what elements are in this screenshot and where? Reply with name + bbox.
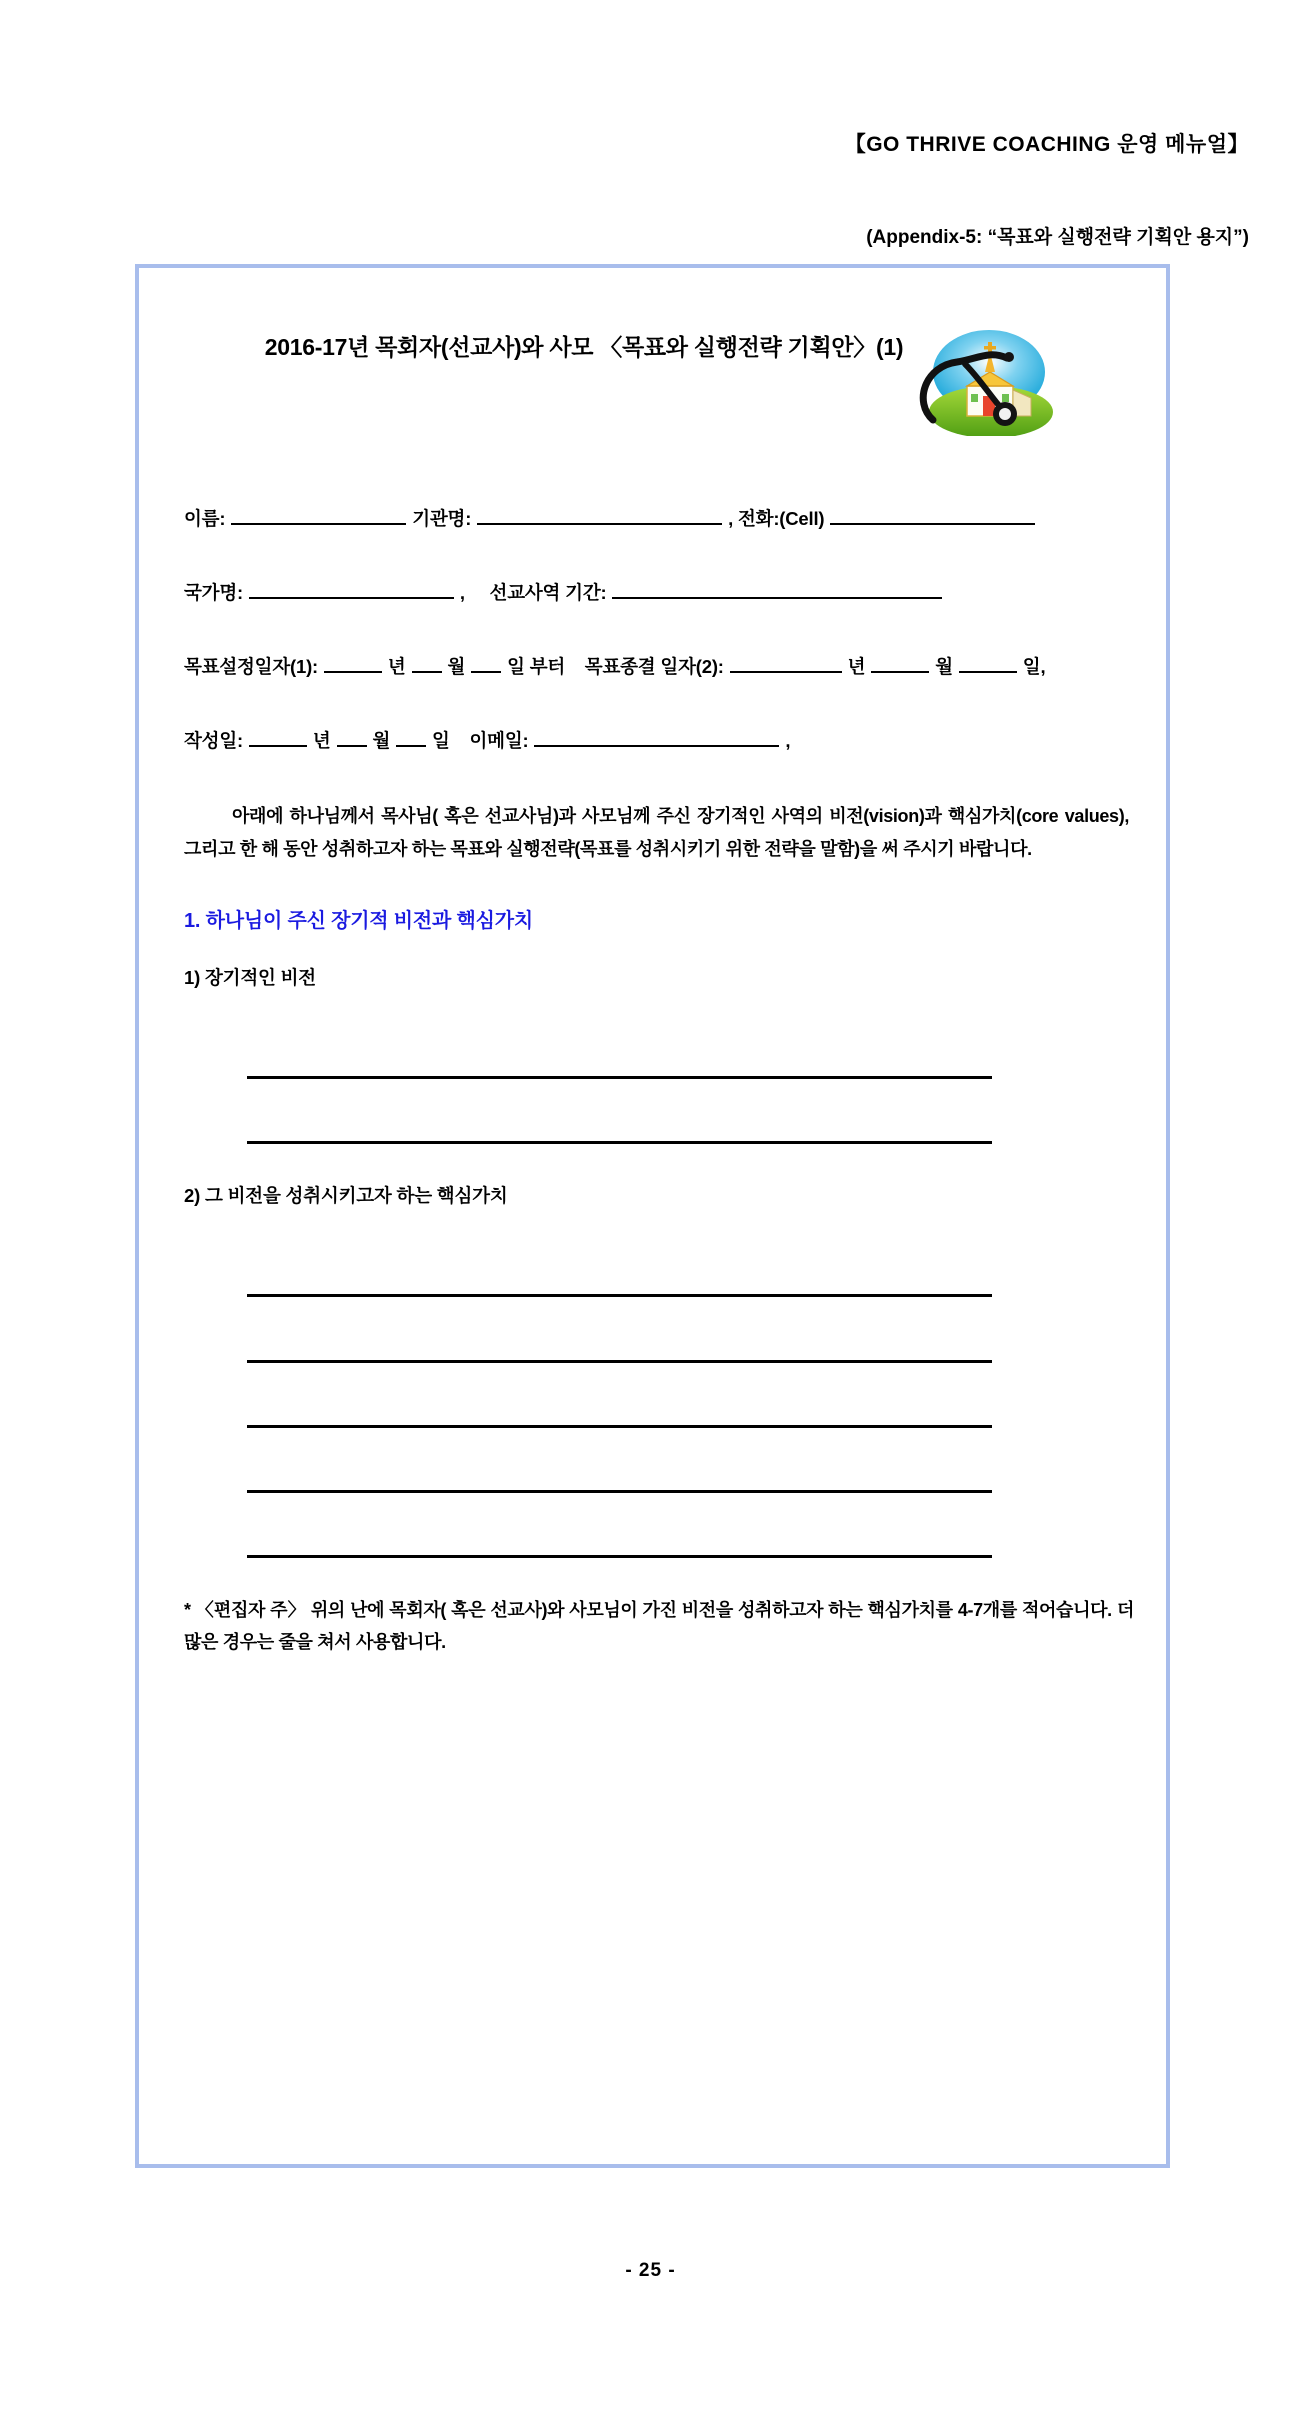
goal-set-day-rule[interactable] — [471, 655, 501, 673]
answer-rule[interactable] — [247, 1076, 992, 1079]
goal-end-year-unit: 년 — [847, 656, 866, 677]
goal-end-year-rule[interactable] — [730, 655, 842, 673]
goal-end-label: 목표종결 일자(2): — [584, 656, 724, 677]
answer-rule[interactable] — [247, 1294, 992, 1297]
goal-set-year-rule[interactable] — [324, 655, 382, 673]
answer-rule[interactable] — [247, 1141, 992, 1144]
intro-paragraph: 아래에 하나님께서 목사님( 혹은 선교사님)과 사모님께 주신 장기적인 사역의 비전(vision)과 핵심가치(core values), 그리고 한 해 동안 성취하고자 하는 목표와 실행전략(목표를 성취시키기 위한 전략을 말함)을 써 주시기 바랍니다. — [184, 806, 1129, 860]
from-word: 부터 — [529, 656, 566, 677]
page-title: 2016-17년 목회자(선교사)와 사모 〈목표와 실행전략 기획안〉(1) — [264, 334, 904, 360]
country-comma: , — [459, 582, 465, 603]
write-date-month-rule[interactable] — [337, 729, 367, 747]
goal-set-day-unit: 일 — [507, 656, 525, 677]
email-input-rule[interactable] — [534, 729, 779, 747]
country-label: 국가명: — [184, 582, 243, 603]
write-date-year-unit: 년 — [312, 730, 331, 751]
email-tail: , — [785, 730, 791, 751]
running-head: 【GO THRIVE COACHING 운영 메뉴얼】 — [844, 133, 1249, 156]
editor-note: * 〈편집자 주〉 위의 난에 목회자( 혹은 선교사)와 사모님이 가진 비전을 성취하고자 하는 핵심가치를 4-7개를 적어습니다. 더 많은 경우는 줄을 쳐서 사용합니다. — [184, 1600, 1134, 1653]
write-date-day-rule[interactable] — [396, 729, 426, 747]
write-date-label: 작성일: — [184, 730, 243, 751]
goal-set-label: 목표설정일자(1): — [184, 656, 318, 677]
church-stethoscope-logo — [905, 316, 1065, 436]
appendix-caption: (Appendix-5: “목표와 실행전략 기획안 용지”) — [866, 227, 1249, 248]
field-row-name — [184, 505, 1036, 531]
write-date-day-unit: 일 — [432, 730, 450, 751]
form-inner — [139, 268, 1166, 2164]
section-heading-vision-values: 1. 하나님이 주신 장기적 비전과 핵심가치 — [184, 910, 533, 932]
field-row-write-date — [184, 727, 790, 753]
name-label: 이름: — [184, 508, 226, 529]
goal-set-month-unit: 월 — [447, 656, 466, 677]
sub-item-label-long-term-vision: 1) 장기적인 비전 — [184, 967, 316, 988]
org-label: 기관명: — [412, 508, 472, 529]
field-row-country — [184, 579, 943, 605]
write-date-year-rule[interactable] — [249, 729, 307, 747]
email-label: 이메일: — [469, 730, 529, 751]
title-row — [139, 324, 1166, 454]
answer-rule[interactable] — [247, 1425, 992, 1428]
field-row-goal-dates — [184, 653, 1045, 679]
org-input-rule[interactable] — [477, 507, 722, 525]
country-input-rule[interactable] — [249, 581, 454, 599]
goal-end-month-unit: 월 — [935, 656, 953, 677]
answer-rule[interactable] — [247, 1555, 992, 1558]
goal-set-month-rule[interactable] — [412, 655, 442, 673]
phone-input-rule[interactable] — [830, 507, 1035, 525]
form-container — [135, 264, 1170, 2168]
goal-end-day-unit: 일, — [1022, 656, 1046, 677]
goal-end-day-rule[interactable] — [959, 655, 1017, 673]
page-number: - 25 - — [625, 2260, 676, 2281]
phone-label: , 전화:(Cell) — [728, 508, 825, 529]
sub-item-label-core-values: 2) 그 비전을 성취시키고자 하는 핵심가치 — [184, 1185, 508, 1206]
name-input-rule[interactable] — [231, 507, 406, 525]
write-date-month-unit: 월 — [372, 730, 391, 751]
answer-rule[interactable] — [247, 1490, 992, 1493]
mission-period-input-rule[interactable] — [612, 581, 942, 599]
answer-rule[interactable] — [247, 1360, 992, 1363]
goal-end-month-rule[interactable] — [871, 655, 929, 673]
goal-set-year-unit: 년 — [387, 656, 406, 677]
mission-period-label: 선교사역 기간: — [489, 582, 607, 603]
